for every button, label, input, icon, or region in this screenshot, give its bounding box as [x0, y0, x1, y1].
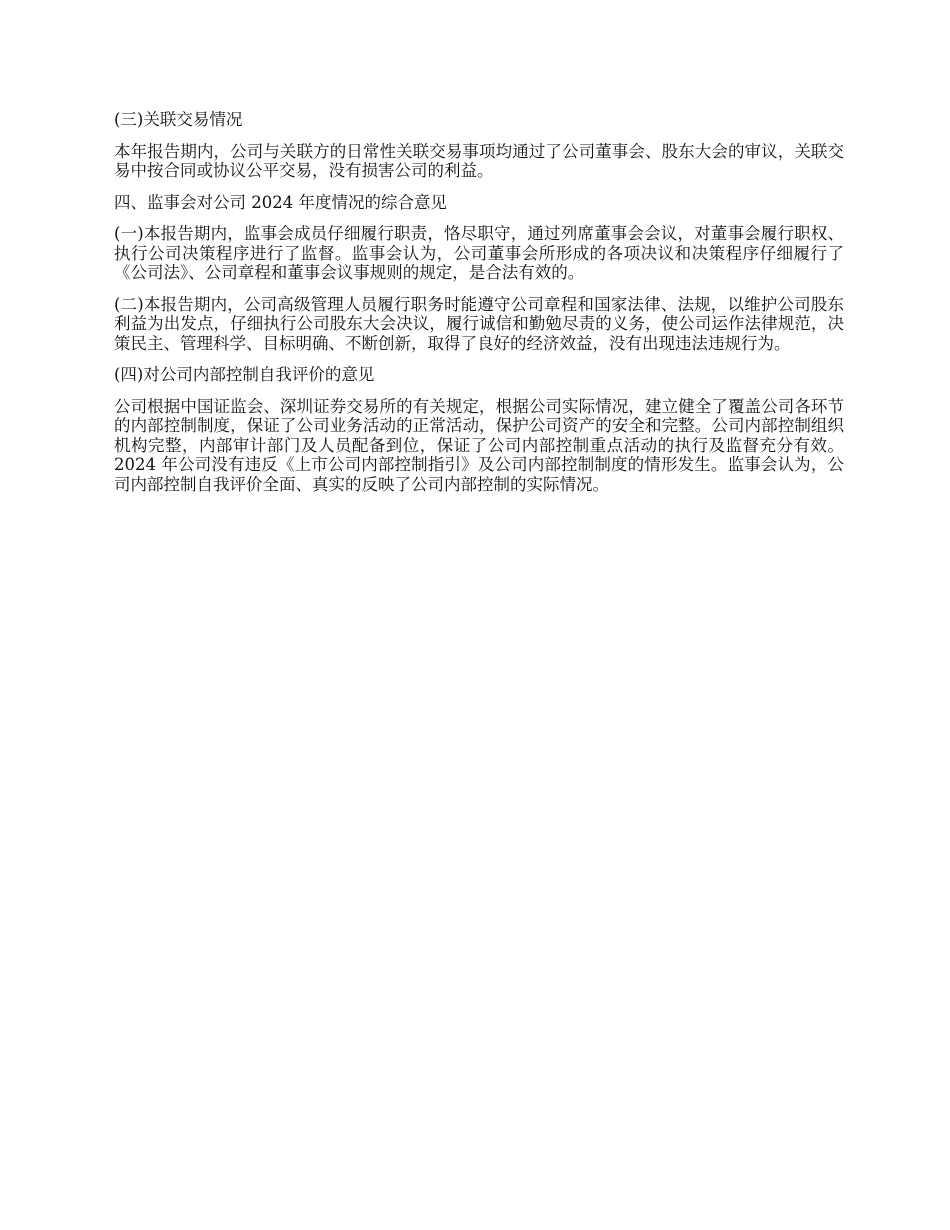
section-heading-overall-opinion: 四、监事会对公司 2024 年度情况的综合意见 — [114, 192, 447, 212]
section-heading-related-transactions: (三)关联交易情况 — [114, 110, 243, 129]
document-page — [114, 110, 844, 506]
section-heading-internal-control: (四)对公司内部控制自我评价的意见 — [114, 365, 375, 384]
paragraph-opinion-board: (一)本报告期内，监事会成员仔细履行职责，恪尽职守，通过列席董事会会议，对董事会履行职权、执行公司决策程序进行了监督。监事会认为，公司董事会所形成的各项决议和决策程序仔细履行了《公司法》、公司章程和董事会议事规则的规定，是合法有效的。 — [114, 224, 844, 282]
paragraph-related-transactions: 本年报告期内，公司与关联方的日常性关联交易事项均通过了公司董事会、股东大会的审议，关联交易中按合同或协议公平交易，没有损害公司的利益。 — [114, 141, 844, 180]
paragraph-opinion-management: (二)本报告期内，公司高级管理人员履行职务时能遵守公司章程和国家法律、法规，以维护公司股东利益为出发点，仔细执行公司股东大会决议，履行诚信和勤勉尽责的义务，使公司运作法律规范，决策民主、管理科学、目标明确、不断创新，取得了良好的经济效益，没有出现违法违规行为。 — [114, 294, 844, 353]
paragraph-internal-control: 公司根据中国证监会、深圳证券交易所的有关规定，根据公司实际情况，建立健全了覆盖公司各环节的内部控制制度，保证了公司业务活动的正常活动，保护公司资产的安全和完整。公司内部控制组织机构完整，内部审计部门及人员配备到位，保证了公司内部控制重点活动的执行及监督充分有效。2024 年公司没有违反《上市公司内部控制指引》及公司内部控制制度的情形发生。监事会认为，公司内部控制自我评价全面、真实的反映了公司内部控制的实际情况。 — [114, 396, 844, 494]
